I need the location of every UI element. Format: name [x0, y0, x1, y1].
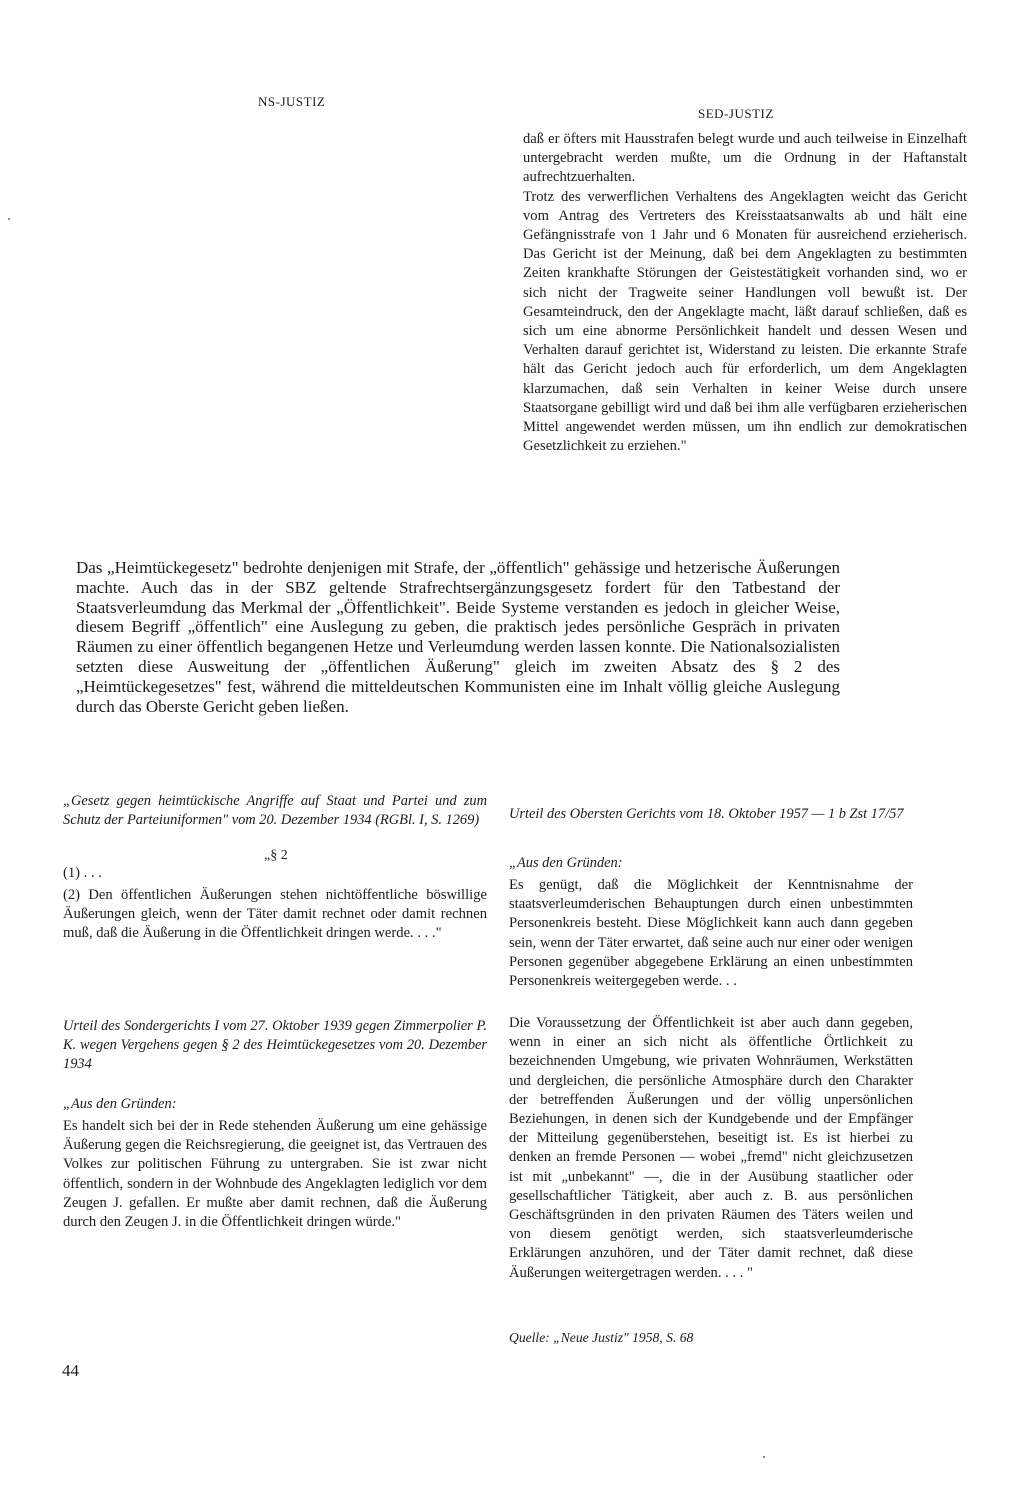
reasons-paragraph-1: Es genügt, daß die Möglichkeit der Kenntnisnahme der staatsverleumderischen Behauptungen durch einen unbestimmten Personenkreis besteht. Diese Möglichkeit kann auch dann gegeben sein, wenn der Täter erwartet, daß seine auch nur einer oder wenigen Personen gegenüber abgegebene Erklärung an einen unbestimmten Personenkreis weitergegeben werde. . .: [509, 877, 913, 990]
reasons-label: „Aus den Gründen:: [63, 1096, 177, 1112]
scan-speck: [8, 218, 10, 220]
scan-speck: [763, 1456, 765, 1458]
paragraph: daß er öfters mit Hausstrafen belegt wurde und auch teilweise in Einzelhaft untergebracht werden mußte, um die Ordnung in der Haftanstalt aufrechtzuerhalten.: [523, 131, 967, 186]
law-item-2: (2) Den öffentlichen Äußerungen stehen nichtöffentliche böswillige Äußerungen gleich, wenn der Täter damit rechnet oder damit rechnen muß, daß die Äußerung in die Öffentlichkeit dringen werde. . . .": [63, 887, 487, 942]
special-court-citation: Urteil des Sondergerichts I vom 27. Oktober 1939 gegen Zimmerpolier P. K. wegen Vergehens gegen § 2 des Heimtückegesetzes vom 20. Dezember 1934: [63, 1018, 487, 1072]
reasons-label: „Aus den Gründen:: [509, 855, 623, 871]
law-item-1: (1) . . .: [63, 865, 102, 881]
paragraph: Das „Heimtückegesetz" bedrohte denjenigen mit Strafe, der „öffentlich" gehässige und hetzerische Äußerungen machte. Auch das in der SBZ geltende Strafrechtsergänzungsgesetz fordert für den Tatbestand der Staatsverleumdung das Merkmal der „Öffentlichkeit". Beide Systeme verstanden es jedoch in gleicher Weise, diesem Begriff „öffentlich" eine Auslegung zu geben, die praktisch jedes persönliche Gespräch in privaten Räumen zu einer öffentlich begangenen Hetze und Verleumdung werden lassen konnte. Die Nationalsozialisten setzten diese Ausweitung der „öffentlichen Äußerung" gleich im zweiten Absatz des § 2 des „Heimtückegesetzes" fest, während die mitteldeutschen Kommunisten eine im Inhalt völlig gleiche Auslegung durch das Oberste Gericht geben ließen.: [76, 558, 840, 716]
paragraph: Trotz des verwerflichen Verhaltens des Angeklagten weicht das Gericht vom Antrag des Vertreters des Kreisstaatsanwalts ab und hält eine Gefängnisstrafe von 1 Jahr und 6 Monaten für ausreichend erzieherisch. Das Gericht ist der Meinung, daß bei dem Angeklagten zu bestimmten Zeiten krankhafte Störungen der Geistestätigkeit vorhanden sind, wo er sich nicht der Tragweite seiner Handlungen voll bewußt ist. Der Gesamteindruck, den der Angeklagte macht, läßt darauf schließen, daß es sich um eine abnorme Persönlichkeit handelt und dessen Wesen und Verhalten darauf gerichtet ist, Widerstand zu leisten. Die erkannte Strafe hält das Gericht jedoch auch für erforderlich, um dem Angeklagten klarzumachen, daß sein Verhalten in keiner Weise durch unsere Staatsorgane gebilligt wird und daß bei ihm alle verfügbaren erzieherischen Mittel angewendet werden müssen, um ihn endlich zur demokratischen Gesetzlichkeit zu erziehen.": [523, 188, 967, 455]
page-number: 44: [62, 1361, 79, 1380]
supreme-court-citation: Urteil des Obersten Gerichts vom 18. Oktober 1957 — 1 b Zst 17/57: [509, 806, 904, 822]
law-citation: „Gesetz gegen heimtückische Angriffe auf Staat und Partei und zum Schutz der Parteiuniformen" vom 20. Dezember 1934 (RGBl. I, S. 1269): [63, 793, 487, 828]
reasons-text: Es handelt sich bei der in Rede stehenden Äußerung um eine gehässige Äußerung gegen die Reichsregierung, die geeignet ist, das Vertrauen des Volkes zur politischen Führung zu untergraben. Sie ist zwar nicht öffentlich, sondern in der Wohnbude des Angeklagten lediglich vor dem Zeugen J. gefallen. Er mußte aber damit rechnen, daß die Äußerung durch den Zeugen J. in die Öffentlichkeit dringen würde.": [63, 1118, 487, 1231]
running-header-left: NS-JUSTIZ: [258, 94, 326, 109]
intro-paragraph: [76, 558, 840, 716]
continued-judgment-text: [523, 130, 967, 456]
running-header-right: SED-JUSTIZ: [698, 106, 774, 121]
section-mark: „§ 2: [264, 848, 288, 863]
source-citation: Quelle: „Neue Justiz" 1958, S. 68: [509, 1330, 694, 1345]
reasons-paragraph-2: Die Voraussetzung der Öffentlichkeit ist aber auch dann gegeben, wenn in einer an sich nicht als öffentliche Örtlichkeit zu bezeichnenden Umgebung, wie privaten Wohnräumen, Werkstätten und dergleichen, die persönliche Atmosphäre durch den Charakter der betreffenden Äußerungen und der völlig unpersönlichen Beziehungen, in denen sich der Kundgebende und der Empfänger der Mitteilung gegenüberstehen, beseitigt ist. Es ist hierbei zu denken an fremde Personen — wobei „fremd" nicht gleichzusetzen ist mit „unbekannt" —, die in der Ausübung staatlicher oder gesellschaftlicher Tätigkeit, aber auch z. B. aus persönlichen Geschäftsgründen in den privaten Räumen des Täters weilen und von diesem genötigt werden, sich staatsverleumderische Erklärungen anzuhören, und der Täter damit rechnet, daß diese Äußerungen weitergetragen werden. . . . ": [509, 1015, 913, 1281]
